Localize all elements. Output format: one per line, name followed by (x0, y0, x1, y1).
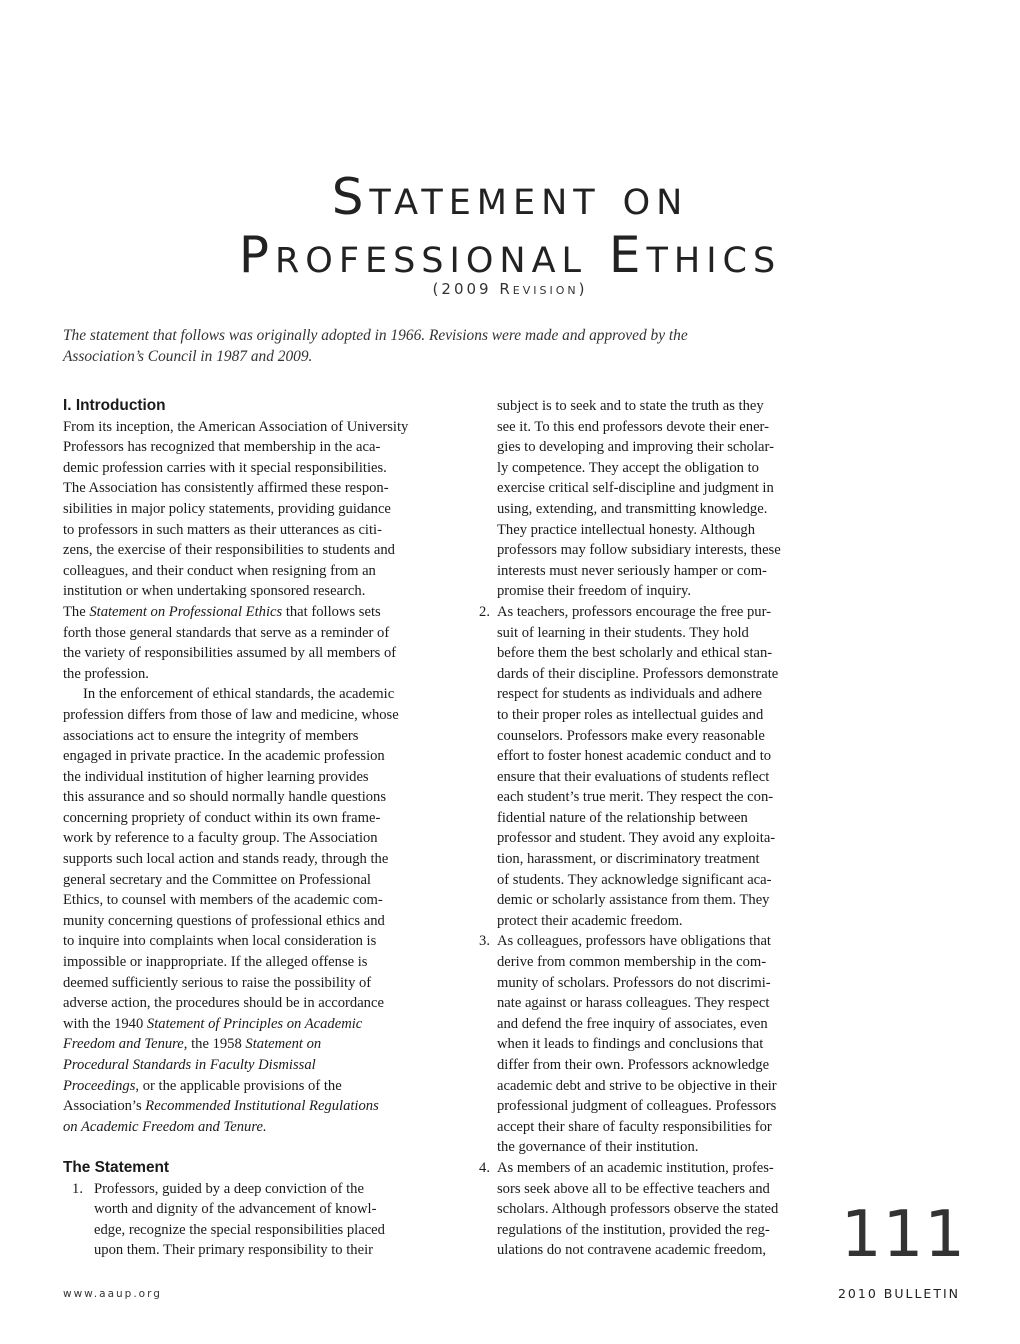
text-line: regulations of the institution, provided the reg- (497, 1221, 770, 1238)
text-line: differ from their own. Professors acknowledge (497, 1057, 770, 1073)
text-line: deemed sufficiently serious to raise the possibility of (63, 974, 372, 991)
text-line (63, 1014, 443, 1035)
text-line: munity concerning questions of professional ethics and (63, 912, 385, 929)
document-reference: Recommended Institutional Regulations (145, 1098, 379, 1115)
text-line: the variety of responsibilities assumed by all members of (63, 645, 397, 662)
section-gap (63, 1137, 443, 1158)
text-line: dards of their discipline. Professors demonstrate (497, 665, 779, 682)
text-line: zens, the exercise of their responsibilities to students and (63, 542, 395, 559)
text-line: professional judgment of colleagues. Professors (497, 1098, 777, 1115)
intro-paragraph-2 (63, 684, 443, 1137)
page-number: 111 (840, 1198, 966, 1272)
text-line: engaged in private practice. In the academic profession (63, 748, 385, 765)
text-line: associations act to ensure the integrity of members (63, 727, 359, 744)
item-number: 3. (479, 933, 490, 950)
text-line: sors seek above all to be effective teachers and (497, 1180, 770, 1197)
text-line: ulations do not contravene academic freedom, (497, 1242, 767, 1259)
text-line: derive from common membership in the com- (497, 954, 767, 971)
text-line: of students. They acknowledge significant aca- (497, 871, 772, 888)
text-line: ly competence. They accept the obligation to (497, 459, 759, 476)
item-number: 2. (479, 603, 490, 620)
text-line: general secretary and the Committee on Professional (63, 871, 371, 888)
text-line: respect for students as individuals and adhere (497, 686, 763, 703)
document-reference: Freedom and Tenure (63, 1036, 184, 1053)
text-line: gies to developing and improving their scholar- (497, 439, 774, 456)
statement-item-1-continued (466, 396, 826, 602)
text-fragment: that follows sets (285, 603, 381, 620)
text-line: suit of learning in their students. They hold (497, 624, 749, 641)
item-number: 4. (479, 1159, 490, 1176)
text-line: fidential nature of the relationship between (497, 809, 748, 826)
text-line: protect their academic freedom. (497, 912, 683, 929)
text-line: demic or scholarly assistance from them. They (497, 892, 770, 909)
text-line: munity of scholars. Professors do not discrimi- (497, 974, 771, 991)
text-line: counselors. Professors make every reasonable (497, 727, 765, 744)
document-title (0, 168, 1020, 284)
text-fragment: The (63, 603, 86, 620)
text-line: forth those general standards that serve as a reminder of (63, 624, 390, 641)
text-line: each student’s true merit. They respect the con- (497, 789, 774, 806)
text-line: the profession. (63, 665, 149, 682)
title-line-1: Statement on (331, 168, 689, 226)
text-line: effort to foster honest academic conduct and to (497, 748, 772, 765)
text-line: demic profession carries with it special responsibilities. (63, 459, 387, 476)
text-line: institution or when undertaking sponsored research. (63, 583, 366, 600)
text-fragment: , or the applicable provisions of the (135, 1077, 342, 1094)
text-line: sibilities in major policy statements, providing guidance (63, 500, 391, 517)
document-reference: Statement of Principles on Academic (146, 1015, 363, 1032)
text-line: to their proper roles as intellectual guides and (497, 706, 764, 723)
text-line: when it leads to findings and conclusions that (497, 1036, 764, 1053)
intro-paragraph-1 (63, 417, 443, 685)
right-column (466, 396, 826, 1261)
title-line-2: Professional Ethics (238, 226, 782, 284)
text-line: subject is to seek and to state the truth as they (497, 398, 764, 414)
text-line (63, 1096, 443, 1117)
text-line: They practice intellectual honesty. Although (497, 521, 756, 538)
text-line (63, 1034, 443, 1055)
text-line: As members of an academic institution, profes- (497, 1159, 774, 1176)
document-reference: Proceedings (63, 1077, 136, 1094)
text-line: Ethics, to counsel with members of the academic com- (63, 892, 383, 909)
text-line: Professors has recognized that membership in the aca- (63, 439, 381, 456)
text-line: adverse action, the procedures should be in accordance (63, 995, 384, 1012)
text-line: on Academic Freedom and Tenure. (63, 1118, 267, 1135)
text-line: As colleagues, professors have obligations that (497, 933, 771, 950)
text-line (63, 602, 443, 623)
text-line: concerning propriety of conduct within its own frame- (63, 809, 381, 826)
text-line: From its inception, the American Association of University (63, 418, 409, 435)
statement-item-1 (63, 1179, 443, 1261)
text-fragment: , the 1958 (183, 1036, 242, 1053)
text-line: interests must never seriously hamper or com- (497, 562, 767, 579)
preface-line: The statement that follows was originally adopted in 1966. Revisions were made and approved by the (63, 327, 688, 344)
text-line: colleagues, and their conduct when resigning from an (63, 562, 376, 579)
text-line: this assurance and so should normally handle questions (63, 789, 387, 806)
text-line: the governance of their institution. (497, 1139, 699, 1156)
statement-item-4 (466, 1158, 826, 1261)
statement-title-reference: Statement on Professional Ethics (89, 603, 283, 620)
text-line: professor and student. They avoid any exploita- (497, 830, 776, 847)
statement-heading: The Statement (63, 1158, 170, 1176)
footer-website: www.aaup.org (63, 1288, 162, 1300)
statement-item-3 (466, 931, 826, 1158)
text-line: promise their freedom of inquiry. (497, 583, 691, 600)
text-line: The Association has consistently affirmed these respon- (63, 480, 389, 497)
text-line: Professors, guided by a deep conviction of the (94, 1180, 364, 1197)
text-line: impossible or inappropriate. If the alleged offense is (63, 954, 368, 971)
text-fragment: with the 1940 (63, 1015, 144, 1032)
left-column (63, 396, 443, 1261)
text-line: professors may follow subsidiary interests, these (497, 542, 781, 559)
text-line: the individual institution of higher learning provides (63, 768, 369, 785)
footer-publication: 2010 BULLETIN (837, 1286, 960, 1301)
text-line: to professors in such matters as their utterances as citi- (63, 521, 382, 538)
text-line: to inquire into complaints when local consideration is (63, 933, 377, 950)
text-line: In the enforcement of ethical standards, the academic (83, 686, 395, 703)
text-line: profession differs from those of law and medicine, whose (63, 706, 399, 723)
preface-note (63, 326, 823, 367)
text-line: worth and dignity of the advancement of knowl- (94, 1201, 377, 1218)
text-line: upon them. Their primary responsibility to their (94, 1242, 373, 1259)
text-line: exercise critical self-discipline and judgment in (497, 480, 774, 497)
document-subtitle: (2009 Revision) (432, 280, 588, 298)
text-line: accept their share of faculty responsibilities for (497, 1118, 772, 1135)
text-line (63, 1076, 443, 1097)
text-line: edge, recognize the special responsibilities placed (94, 1221, 385, 1238)
text-line: Procedural Standards in Faculty Dismissal (63, 1057, 316, 1073)
text-line: see it. To this end professors devote their ener- (497, 418, 769, 435)
introduction-heading: I. Introduction (63, 397, 166, 414)
item-number: 1. (72, 1180, 83, 1197)
text-line: nate against or harass colleagues. They respect (497, 995, 770, 1012)
text-line: academic debt and strive to be objective in their (497, 1077, 777, 1094)
text-fragment: Association’s (63, 1098, 142, 1115)
text-line: scholars. Although professors observe the stated (497, 1201, 779, 1218)
text-line: tion, harassment, or discriminatory treatment (497, 851, 760, 868)
text-line: As teachers, professors encourage the free pur- (497, 603, 772, 620)
text-line: and defend the free inquiry of associates, even (497, 1015, 768, 1032)
statement-item-2 (466, 602, 826, 932)
text-line: supports such local action and stands ready, through the (63, 851, 389, 868)
document-reference: Statement on (245, 1036, 322, 1053)
text-line: before them the best scholarly and ethical stan- (497, 645, 773, 662)
text-line: ensure that their evaluations of students reflect (497, 768, 770, 785)
text-line: work by reference to a faculty group. The Association (63, 830, 378, 847)
text-line: using, extending, and transmitting knowledge. (497, 500, 768, 517)
preface-line: Association’s Council in 1987 and 2009. (63, 347, 313, 365)
